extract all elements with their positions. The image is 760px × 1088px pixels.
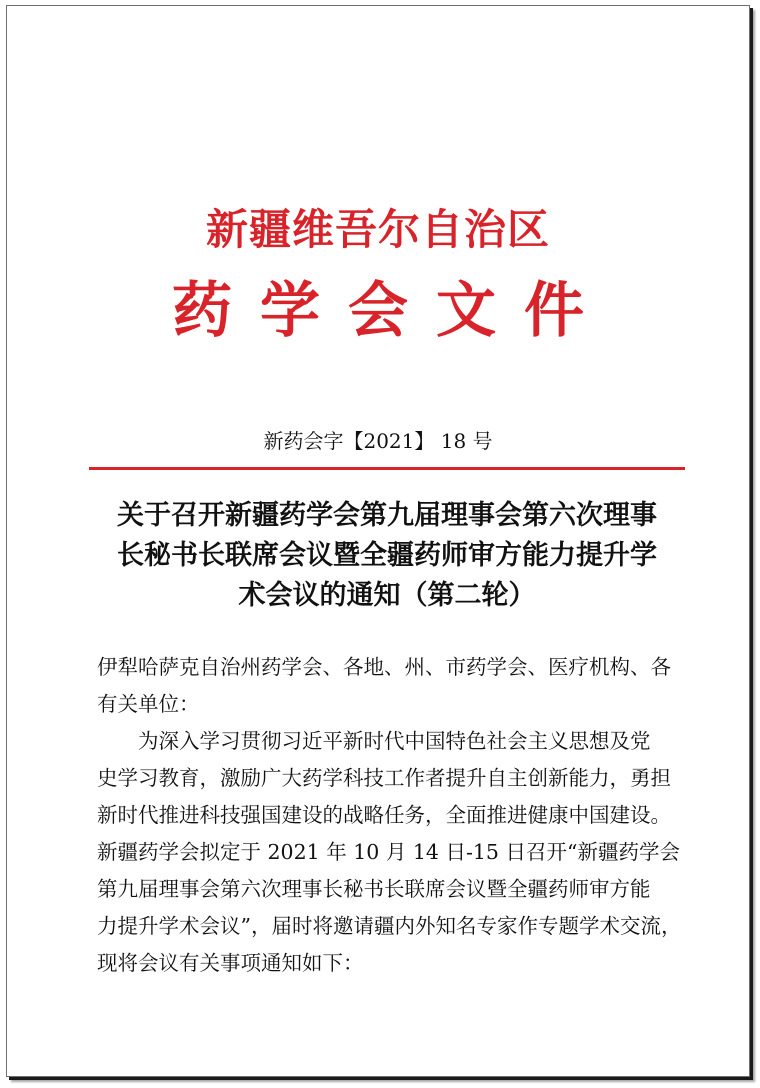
notice-title-line: 关于召开新疆药学会第九届理事会第六次理事 — [117, 500, 657, 531]
body-line: 新时代推进科技强国建设的战略任务，全面推进健康中国建设。 — [97, 803, 671, 827]
issuer-header-region: 新疆维吾尔自治区 — [205, 205, 550, 254]
red-separator-line — [89, 467, 685, 470]
document-page — [6, 5, 750, 1077]
body-line: 第九届理事会第六次理事长秘书长联席会议暨全疆药师审方能 — [97, 877, 651, 901]
body-line: 新疆药学会拟定于 2021 年 10 月 14 日-15 日召开“新疆药学会 — [97, 840, 680, 864]
body-line: 现将会议有关事项通知如下： — [97, 951, 364, 975]
body-line: 史学习教育，激励广大药学科技工作者提升自主创新能力，勇担 — [97, 766, 671, 790]
body-line: 为深入学习贯彻习近平新时代中国特色社会主义思想及党 — [97, 729, 651, 753]
body-line: 伊犁哈萨克自治州药学会、各地、州、市药学会、医疗机构、各 — [97, 655, 671, 679]
notice-title-line: 长秘书长联席会议暨全疆药师审方能力提升学 — [117, 540, 657, 571]
notice-title — [77, 496, 697, 616]
body-line: 力提升学术会议”，届时将邀请疆内外知名专家作专题学术交流， — [97, 914, 682, 938]
document-number: 新药会字【2021】 18 号 — [263, 429, 493, 453]
issuer-header-document-type: 药学会文件 — [172, 276, 612, 346]
notice-title-line: 术会议的通知（第二轮） — [238, 580, 536, 611]
notice-body — [97, 649, 687, 982]
body-line: 有关单位： — [97, 692, 200, 716]
